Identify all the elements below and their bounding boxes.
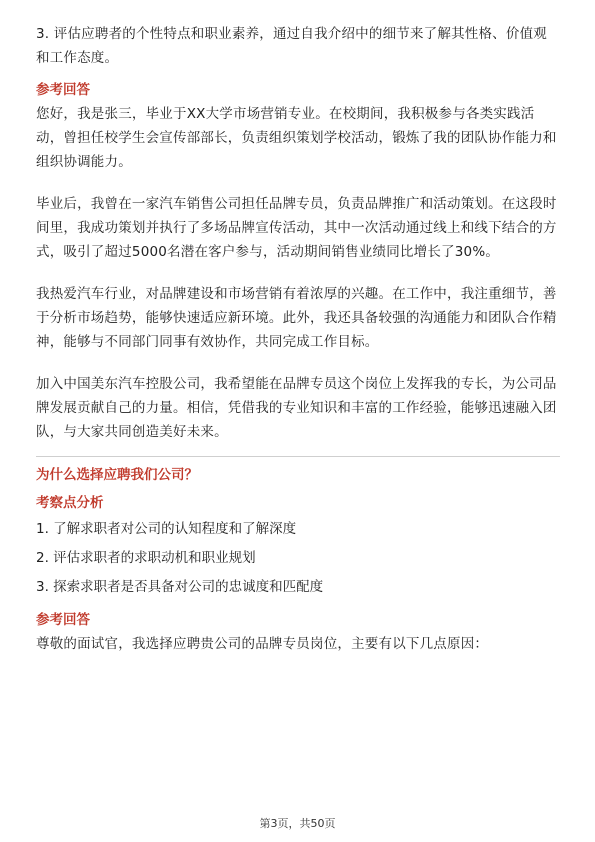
page-number: 第3页，共50页 [259,817,336,830]
reference-answer-heading: 参考回答 [36,82,90,98]
reference-answer-heading-2: 参考回答 [36,612,90,628]
answer-intro: 尊敬的面试官，我选择应聘贵公司的品牌专员岗位，主要有以下几点原因： [36,636,489,652]
answer-paragraph-3: 我热爱汽车行业，对品牌建设和市场营销有着浓厚的兴趣。在工作中，我注重细节，善于分析市场趋势，能够快速适应新环境。此外，我还具备较强的沟通能力和团队合作精神，能够与不同部门同事有效协作，共同完成工作目标。 [36,286,557,350]
question-heading: 为什么选择应聘我们公司？ [36,467,198,483]
analysis-point-3: 3. 探索求职者是否具备对公司的忠诚度和匹配度 [36,579,324,595]
answer-paragraph-2: 毕业后，我曾在一家汽车销售公司担任品牌专员，负责品牌推广和活动策划。在这段时间里，我成功策划并执行了多场品牌宣传活动，其中一次活动通过线上和线下结合的方式，吸引了超过5000名潜在客户参与，活动期间销售业绩同比增长了30%。 [36,196,557,260]
analysis-point-2: 2. 评估求职者的求职动机和职业规划 [36,550,256,566]
answer-paragraph-4: 加入中国美东汽车控股公司，我希望能在品牌专员这个岗位上发挥我的专长，为公司品牌发展贡献自己的力量。相信，凭借我的专业知识和丰富的工作经验，能够迅速融入团队，与大家共同创造美好未来。 [36,376,557,440]
answer-paragraph-1: 您好，我是张三，毕业于XX大学市场营销专业。在校期间，我积极参与各类实践活动，曾担任校学生会宣传部部长，负责组织策划学校活动，锻炼了我的团队协作能力和组织协调能力。 [36,106,557,170]
analysis-heading: 考察点分析 [36,495,104,511]
section-divider [36,456,560,457]
document-page [36,22,560,656]
evaluation-point-3: 3. 评估应聘者的个性特点和职业素养，通过自我介绍中的细节来了解其性格、价值观和工作态度。 [36,26,547,66]
analysis-point-1: 1. 了解求职者对公司的认知程度和了解深度 [36,521,297,537]
